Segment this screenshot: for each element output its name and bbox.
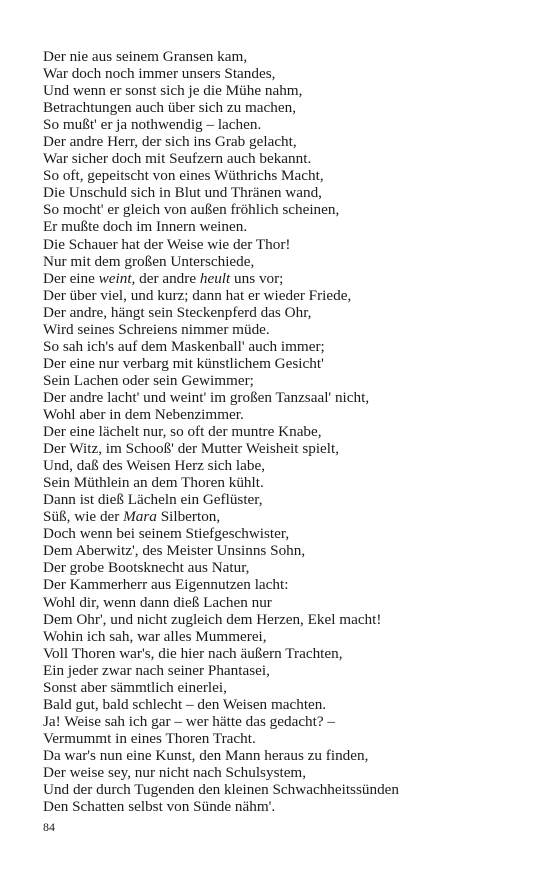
line-text: Voll Thoren war's, die hier nach äußern Trachten,: [43, 644, 343, 662]
poem-line: [43, 133, 523, 150]
line-text: Der grobe Bootsknecht aus Natur,: [43, 559, 250, 577]
poem-line: [43, 764, 523, 781]
poem-line: [43, 218, 523, 235]
page-number: 84: [43, 820, 55, 834]
line-text: Der eine lächelt nur, so oft der muntre Knabe,: [43, 423, 322, 441]
poem-text: [43, 48, 523, 815]
line-text: Der nie aus seinem Gransen kam,: [43, 48, 248, 65]
line-text: So mußt' er ja nothwendig – lachen.: [43, 116, 262, 134]
poem-line: [43, 184, 523, 201]
poem-line: [43, 713, 523, 730]
line-text: Betrachtungen auch über sich zu machen,: [43, 99, 297, 117]
line-text: Er mußte doch im Innern weinen.: [43, 218, 248, 236]
line-text: Da war's nun eine Kunst, den Mann heraus zu finden,: [43, 746, 369, 764]
line-text: Der Kammerherr aus Eigennutzen lacht:: [43, 576, 289, 594]
line-text: Nur mit dem großen Unterschiede,: [43, 252, 255, 270]
line-text: Der eine: [43, 269, 99, 287]
poem-line: [43, 116, 523, 133]
poem-line: [43, 559, 523, 576]
italic-text: weint,: [98, 269, 136, 287]
poem-line: [43, 338, 523, 355]
italic-text: Mara: [123, 508, 157, 526]
poem-line: [43, 594, 523, 611]
line-text: Dem Ohr', und nicht zugleich dem Herzen, Ekel macht!: [43, 610, 382, 628]
line-text: Der eine nur verbarg mit künstlichem Gesicht': [43, 354, 324, 372]
line-text: Dann ist dieß Lächeln ein Geflüster,: [43, 491, 263, 509]
line-text: Der Witz, im Schooß' der Mutter Weisheit spielt,: [43, 440, 340, 458]
line-text: Und wenn er sonst sich je die Mühe nahm,: [43, 82, 303, 100]
line-text: Wird seines Schreiens nimmer müde.: [43, 320, 270, 338]
poem-line: [43, 99, 523, 116]
line-text: Die Schauer hat der Weise wie der Thor!: [43, 235, 291, 253]
poem-line: [43, 525, 523, 542]
poem-line: [43, 508, 523, 525]
poem-line: [43, 304, 523, 321]
poem-line: [43, 389, 523, 406]
line-text: Der andre, hängt sein Steckenpferd das Ohr,: [43, 303, 312, 321]
line-text: der andre: [135, 269, 200, 287]
poem-line: [43, 628, 523, 645]
line-text: Ja! Weise sah ich gar – wer hätte das gedacht? –: [43, 712, 336, 730]
line-text: Silberton,: [156, 508, 221, 526]
line-text: Sein Müthlein an dem Thoren kühlt.: [43, 474, 264, 492]
line-text: So sah ich's auf dem Maskenball' auch immer;: [43, 337, 325, 355]
poem-line: [43, 798, 523, 815]
line-text: Den Schatten selbst von Sünde nähm'.: [43, 798, 276, 816]
poem-line: [43, 201, 523, 218]
poem-line: [43, 440, 523, 457]
poem-line: [43, 730, 523, 747]
line-text: Sonst aber sämmtlich einerlei,: [43, 678, 227, 696]
poem-line: [43, 167, 523, 184]
poem-line: [43, 48, 523, 65]
poem-line: [43, 82, 523, 99]
line-text: Der weise sey, nur nicht nach Schulsystem,: [43, 763, 307, 781]
line-text: So mocht' er gleich von außen fröhlich scheinen,: [43, 201, 340, 219]
poem-line: [43, 253, 523, 270]
poem-line: [43, 747, 523, 764]
poem-line: [43, 355, 523, 372]
line-text: Der andre Herr, der sich ins Grab gelacht,: [43, 133, 297, 151]
line-text: Und, daß des Weisen Herz sich labe,: [43, 457, 266, 475]
line-text: Doch wenn bei seinem Stiefgeschwister,: [43, 525, 290, 543]
poem-line: [43, 611, 523, 628]
line-text: Dem Aberwitz', des Meister Unsinns Sohn,: [43, 542, 306, 560]
poem-line: [43, 65, 523, 82]
poem-line: [43, 491, 523, 508]
line-text: Vermummt in eines Thoren Tracht.: [43, 729, 256, 747]
poem-line: [43, 696, 523, 713]
line-text: Sein Lachen oder sein Gewimmer;: [43, 371, 254, 389]
poem-line: [43, 287, 523, 304]
line-text: uns vor;: [230, 269, 284, 287]
line-text: Und der durch Tugenden den kleinen Schwachheitssünden: [43, 781, 399, 799]
poem-line: [43, 645, 523, 662]
poem-line: [43, 372, 523, 389]
poem-line: [43, 150, 523, 167]
poem-line: [43, 576, 523, 593]
line-text: Bald gut, bald schlecht – den Weisen machten.: [43, 695, 327, 713]
line-text: Wohl dir, wenn dann dieß Lachen nur: [43, 593, 272, 611]
line-text: Süß, wie der: [43, 508, 124, 526]
line-text: Der andre lacht' und weint' im großen Tanzsaal' nicht,: [43, 388, 370, 406]
poem-line: [43, 236, 523, 253]
line-text: Ein jeder zwar nach seiner Phantasei,: [43, 661, 270, 679]
poem-line: [43, 406, 523, 423]
line-text: Wohin ich sah, war alles Mummerei,: [43, 627, 267, 645]
poem-line: [43, 457, 523, 474]
line-text: So oft, gepeitscht von eines Wüthrichs Macht,: [43, 167, 324, 185]
italic-text: heult: [199, 269, 231, 287]
poem-line: [43, 662, 523, 679]
line-text: Der über viel, und kurz; dann hat er wieder Friede,: [43, 286, 352, 304]
line-text: Wohl aber in dem Nebenzimmer.: [43, 405, 244, 423]
line-text: War sicher doch mit Seufzern auch bekannt.: [43, 150, 312, 168]
poem-line: [43, 679, 523, 696]
line-text: War doch noch immer unsers Standes,: [43, 65, 276, 83]
poem-line: [43, 474, 523, 491]
poem-line: [43, 321, 523, 338]
poem-line: [43, 781, 523, 798]
poem-line: [43, 542, 523, 559]
line-text: Die Unschuld sich in Blut und Thränen wand,: [43, 184, 322, 202]
poem-line: [43, 423, 523, 440]
poem-line: [43, 270, 523, 287]
